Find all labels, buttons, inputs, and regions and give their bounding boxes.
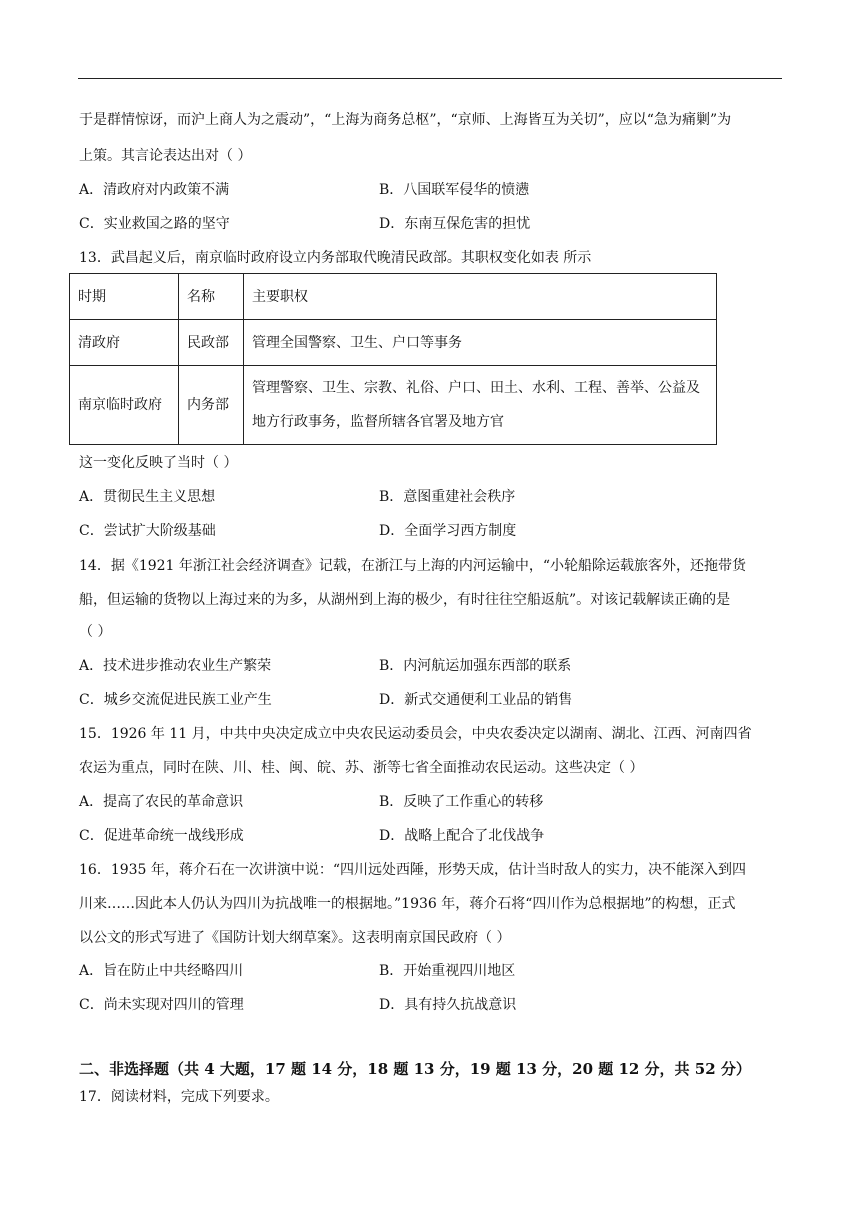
q14-option-b[interactable]: B．内河航运加强东西部的联系 (379, 658, 572, 674)
q13-table (69, 273, 717, 445)
section2-title: 二、非选择题（共 4 大题，17 题 14 分，18 题 13 分，19 题 13 分，20 题 12 分，共 52 分） (79, 1060, 751, 1078)
table-header-duties: 主要职权 (244, 274, 717, 320)
q16-option-a[interactable]: A．旨在防止中共经略四川 (79, 963, 244, 979)
q14-stem-line1: 14．据《1921 年浙江社会经济调查》记载，在浙江与上海的内河运输中，“小轮船除运载旅客外，还拖带货 (79, 558, 747, 574)
q13-option-d[interactable]: D．全面学习西方制度 (379, 523, 517, 539)
q12-option-b[interactable]: B．八国联军侵华的愤懑 (379, 182, 530, 198)
q12-option-c[interactable]: C．实业救国之路的坚守 (79, 216, 230, 232)
q16-option-c[interactable]: C．尚未实现对四川的管理 (79, 997, 244, 1013)
table-cell-duties-neiwubu: 管理警察、卫生、宗教、礼俗、户口、田土、水利、工程、善举、公益及地方行政事务，监督所辖各官署及地方官 (244, 366, 717, 445)
table-cell-name-minzhengbu: 民政部 (179, 320, 244, 366)
q15-option-b[interactable]: B．反映了工作重心的转移 (379, 794, 544, 810)
q12-option-a[interactable]: A．清政府对内政策不满 (79, 182, 230, 198)
table-cell-name-neiwubu: 内务部 (179, 366, 244, 445)
table-cell-duties-minzhengbu: 管理全国警察、卫生、户口等事务 (244, 320, 717, 366)
q15-stem-line2: 农运为重点，同时在陕、川、桂、闽、皖、苏、浙等七省全面推动农民运动。这些决定（ ） (79, 760, 644, 776)
header-rule (78, 78, 782, 79)
table-header-period: 时期 (70, 274, 179, 320)
table-cell-period-qing: 清政府 (70, 320, 179, 366)
q14-option-c[interactable]: C．城乡交流促进民族工业产生 (79, 692, 272, 708)
q16-stem-line1: 16．1935 年，蒋介石在一次讲演中说：“四川远处西陲，形势天成，估计当时敌人的实力，决不能深入到四 (79, 862, 747, 878)
q16-option-d[interactable]: D．具有持久抗战意识 (379, 997, 517, 1013)
q14-option-a[interactable]: A．技术进步推动农业生产繁荣 (79, 658, 272, 674)
q12-option-d[interactable]: D．东南互保危害的担忧 (379, 216, 531, 232)
q15-option-d[interactable]: D．战略上配合了北伐战争 (379, 828, 545, 844)
q13-option-a[interactable]: A．贯彻民生主义思想 (79, 489, 216, 505)
q16-option-b[interactable]: B．开始重视四川地区 (379, 963, 516, 979)
q14-stem-line2: 船，但运输的货物以上海过来的为多，从湖州到上海的极少，有时往往空船返航”。对该记载解读正确的是 (79, 592, 731, 608)
q13-option-c[interactable]: C．尝试扩大阶级基础 (79, 523, 216, 539)
q15-option-a[interactable]: A．提高了农民的革命意识 (79, 794, 244, 810)
q13-stem: 13．武昌起义后，南京临时政府设立内务部取代晚清民政部。其职权变化如表 所示 (79, 250, 592, 266)
q15-option-c[interactable]: C．促进革命统一战线形成 (79, 828, 244, 844)
q16-stem-line2: 川来……因此本人仍认为四川为抗战唯一的根据地。”1936 年，蒋介石将“四川作为总根据地”的构想，正式 (79, 896, 736, 912)
table-header-name: 名称 (179, 274, 244, 320)
q13-after-table: 这一变化反映了当时（ ） (79, 455, 238, 471)
q15-stem-line1: 15．1926 年 11 月，中共中央决定成立中央农民运动委员会，中央农委决定以湖南、湖北、江西、河南四省 (79, 726, 752, 742)
q12-stem-line2: 上策。其言论表达出对（ ） (79, 148, 252, 164)
q13-option-b[interactable]: B．意图重建社会秩序 (379, 489, 516, 505)
q12-stem-line1: 于是群情惊讶，而沪上商人为之震动”，“上海为商务总枢”，“京师、上海皆互为关切”，应以“急为痛剿”为 (79, 112, 732, 128)
q14-stem-line3: （ ） (79, 624, 112, 640)
q14-option-d[interactable]: D．新式交通便利工业品的销售 (379, 692, 573, 708)
table-cell-period-nanjing: 南京临时政府 (70, 366, 179, 445)
q17-stem: 17．阅读材料，完成下列要求。 (79, 1089, 279, 1105)
q16-stem-line3: 以公文的形式写进了《国防计划大纲草案》。这表明南京国民政府（ ） (79, 930, 511, 946)
